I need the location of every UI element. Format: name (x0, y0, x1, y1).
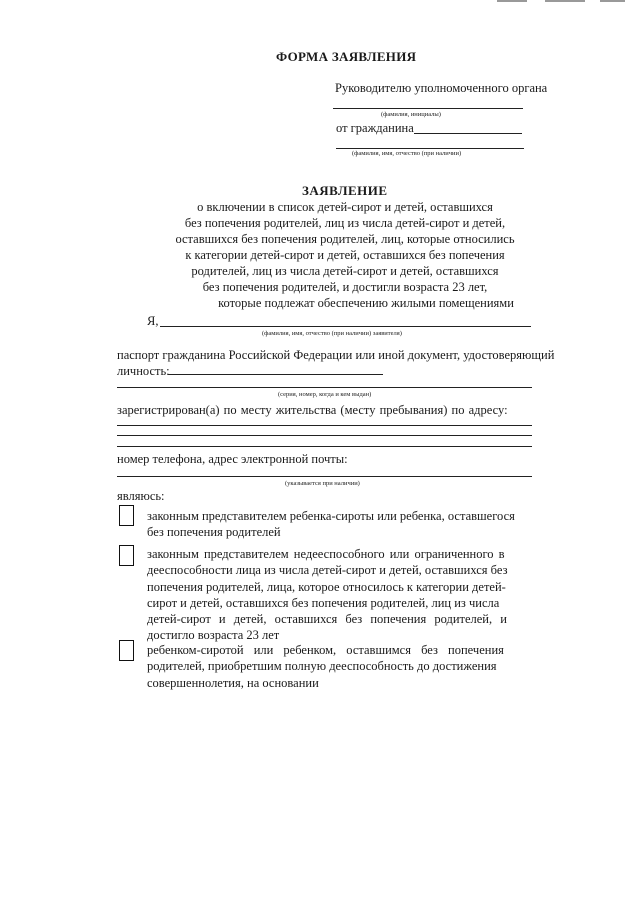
option-text-line: совершеннолетия, на основании (147, 675, 319, 690)
option-text-line: сирот и детей, оставшихся без попечения родителей, лиц из числа (147, 595, 500, 610)
phone-label: номер телефона, адрес электронной почты: (117, 452, 348, 466)
option-text-line: попечения родителей, лица, которое относилось к категории детей- (147, 579, 506, 594)
scan-mark (545, 0, 585, 2)
registered-label: зарегистрирован(а) по месту жительства (месту пребывания) по адресу: (117, 403, 508, 417)
ya-label: Я, (147, 314, 159, 328)
passport-line-2[interactable] (117, 387, 532, 388)
scan-mark (600, 0, 625, 2)
option-checkbox-2[interactable] (119, 545, 134, 566)
addressee-hint: (фамилия, инициалы) (381, 111, 441, 118)
statement-title-block (160, 199, 530, 311)
option-text-line: ребенком-сиротой или ребенком, оставшимся без попечения (147, 643, 504, 657)
option-text-2 (147, 546, 532, 644)
addressee-label: Руководителю уполномоченного органа (335, 81, 548, 95)
passport-hint: (серия, номер, когда и кем выдан) (278, 391, 372, 398)
option-text-line: детей-сирот и детей, оставшихся без попечения родителей, и (147, 612, 507, 627)
ya-hint: (фамилия, имя, отчество (при наличии) заявителя) (262, 330, 402, 337)
option-checkbox-1[interactable] (119, 505, 134, 526)
passport-label-2: личность: (117, 364, 170, 378)
statement-heading: ЗАЯВЛЕНИЕ (302, 183, 388, 198)
phone-hint: (указывается при наличии) (285, 480, 360, 487)
option-text-line: законным представителем недееспособного или ограниченного в (147, 547, 505, 561)
passport-label: паспорт гражданина Российской Федерации или иной документ, удостоверяющий (117, 348, 555, 362)
from-hint: (фамилия, имя, отчество (при наличии) (352, 150, 462, 157)
option-text-line: дееспособности лица из числа детей-сирот и детей, оставшихся без (147, 563, 508, 578)
phone-line[interactable] (117, 476, 532, 477)
address-line-2[interactable] (117, 435, 532, 436)
option-text-line: без попечения родителей (147, 525, 281, 540)
passport-line-1[interactable] (168, 374, 383, 375)
ya-line[interactable] (160, 326, 531, 327)
scan-mark (497, 0, 527, 2)
from-label: от гражданина (336, 121, 414, 135)
from-line-2 (336, 148, 524, 149)
addressee-line (333, 108, 523, 109)
statement-title-line: без попечения родителей, лиц из числа детей-сирот и детей, (184, 216, 506, 230)
from-line-1 (414, 133, 522, 134)
address-line-1[interactable] (117, 425, 532, 426)
statement-title-line: которые подлежат обеспечению жилыми помещениями (218, 296, 514, 310)
option-text-3 (147, 642, 532, 691)
am-label: являюсь: (117, 489, 165, 503)
option-checkbox-3[interactable] (119, 640, 134, 661)
statement-title-line: оставшихся без попечения родителей, лиц, которые относились (175, 232, 515, 246)
option-text-line: достигло возраста 23 лет (147, 628, 280, 643)
statement-title-line: родителей, лиц из числа детей-сирот и детей, оставшихся (191, 264, 499, 278)
option-text-line: родителей, приобретшим полную дееспособность до достижения (147, 659, 497, 674)
statement-title-line: о включении в список детей-сирот и детей, оставшихся (197, 200, 493, 214)
address-line-3[interactable] (117, 446, 532, 447)
statement-title-line: к категории детей-сирот и детей, оставшихся без попечения (185, 248, 505, 262)
option-text-1 (147, 508, 532, 541)
statement-title-line: без попечения родителей, и достигли возраста 23 лет, (202, 280, 488, 294)
form-title: ФОРМА ЗАЯВЛЕНИЯ (276, 49, 417, 64)
option-text-line: законным представителем ребенка-сироты или ребенка, оставшегося (147, 509, 515, 523)
